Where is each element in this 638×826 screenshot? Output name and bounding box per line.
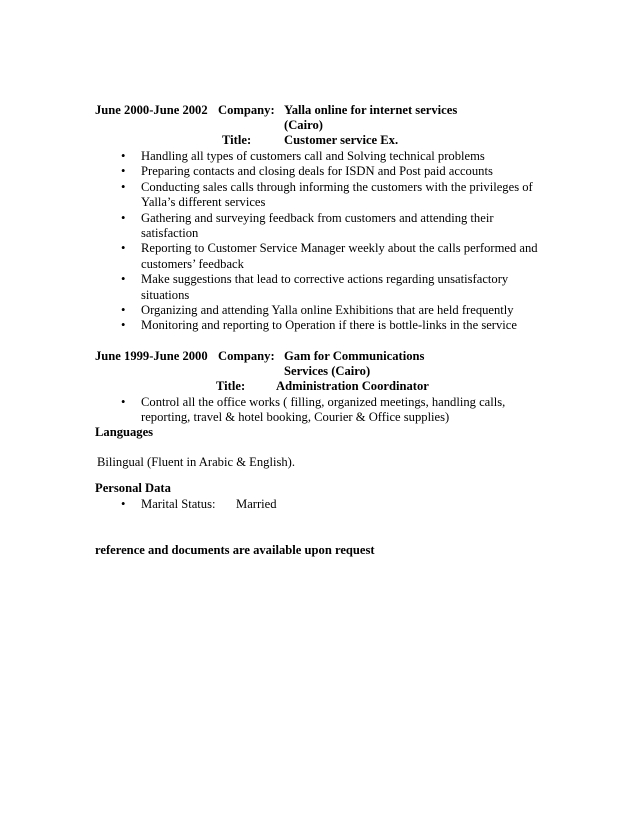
job2-company-location: Services (Cairo) <box>284 364 371 378</box>
bullet-icon: • <box>121 497 126 511</box>
bullet-icon: • <box>121 210 126 225</box>
list-item: • Gathering and surveying feedback from customers and attending their satisfaction <box>121 210 494 241</box>
job2-company-label: Company: <box>218 349 275 363</box>
job1-dates: June 2000-June 2002 <box>95 103 208 117</box>
job1-company-name: Yalla online for internet services <box>284 103 458 117</box>
bullet-icon: • <box>121 272 126 287</box>
bullet-icon: • <box>121 179 126 194</box>
job2-duties-list <box>118 395 548 426</box>
bullet-icon: • <box>121 318 126 333</box>
bullet-icon: • <box>121 241 126 256</box>
list-item: • Control all the office works ( filling, organized meetings, handling calls, reporting, travel & hotel booking, Courier & Office supplies) <box>121 395 506 425</box>
job1-company-label: Company: <box>218 103 275 117</box>
marital-status-label: Marital Status: <box>141 497 216 511</box>
list-item: • Monitoring and reporting to Operation if there is bottle-links in the service <box>121 318 517 333</box>
job2-title-label: Title: <box>216 379 246 393</box>
marital-status-value: Married <box>236 497 277 511</box>
personal-data-heading: Personal Data <box>95 481 171 495</box>
job1-company-location: (Cairo) <box>284 118 323 132</box>
bullet-icon: • <box>121 395 126 409</box>
references-note: reference and documents are available upon request <box>95 543 375 557</box>
list-item: • Make suggestions that lead to corrective actions regarding unsatisfactory situations <box>121 272 509 302</box>
bullet-icon: • <box>121 303 126 318</box>
job2-title-value: Administration Coordinator <box>276 379 429 393</box>
bullet-icon: • <box>121 149 126 163</box>
job1-title-label: Title: <box>222 133 252 147</box>
job1-title-value: Customer service Ex. <box>284 133 399 147</box>
list-item: • Conducting sales calls through informing the customers with the privileges of Yalla’s different services <box>121 179 533 210</box>
job2-company-name: Gam for Communications <box>284 349 425 363</box>
languages-text: Bilingual (Fluent in Arabic & English). <box>97 455 295 469</box>
bullet-icon: • <box>121 164 126 179</box>
job1-duties-list <box>118 149 548 334</box>
list-item: • Reporting to Customer Service Manager weekly about the calls performed and customers’ feedback <box>121 241 538 271</box>
job2-dates: June 1999-June 2000 <box>95 349 208 363</box>
list-item: • Organizing and attending Yalla online Exhibitions that are held frequently <box>121 303 514 318</box>
languages-heading: Languages <box>95 425 154 439</box>
list-item: • Handling all types of customers call and Solving technical problems <box>121 149 485 163</box>
list-item: • Preparing contacts and closing deals for ISDN and Post paid accounts <box>121 164 493 179</box>
